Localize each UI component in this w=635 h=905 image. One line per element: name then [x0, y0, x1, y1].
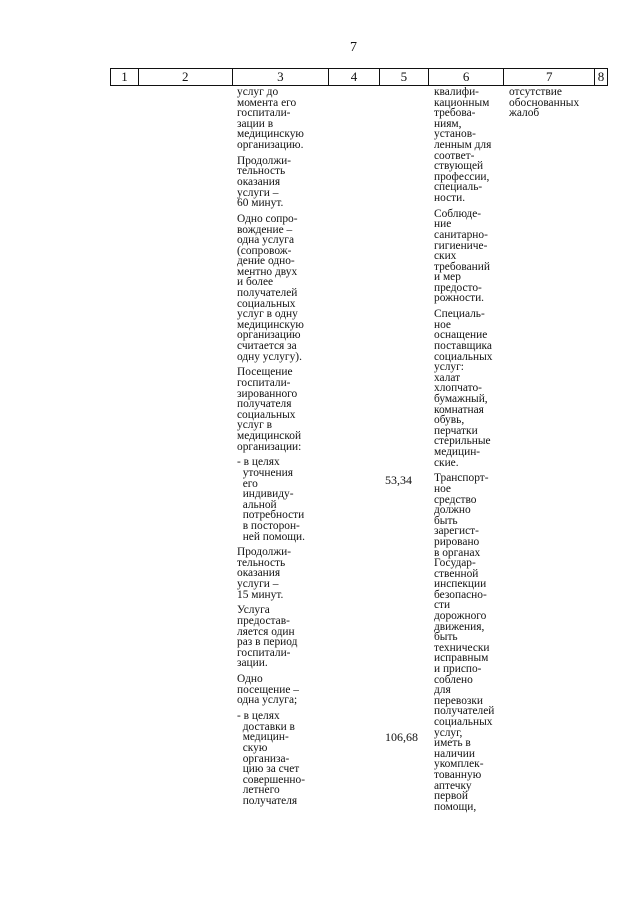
column-7-evaluation — [509, 87, 595, 124]
paragraph: - в целях доставки в медицин- скую организа- цию за счет совершенно- летнего получателя — [237, 710, 306, 807]
price-value: 53,34 — [385, 473, 412, 487]
paragraph: Продолжи- тельность оказания услуги – 60 минут. — [237, 154, 292, 210]
header-cell-1: 1 — [111, 69, 139, 85]
header-cell-2: 2 — [139, 69, 233, 85]
header-cell-5: 5 — [380, 69, 429, 85]
paragraph: Одно сопро- вождение – одна услуга (сопровож- дение одно- ментно двух и более получателей социальных услуг в одну медицинскую организацию считается за одну услугу). — [237, 212, 304, 363]
header-cell-6: 6 — [429, 69, 505, 85]
paragraph: Продолжи- тельность оказания услуги – 15 минут. — [237, 546, 292, 601]
column-6-requirements — [434, 87, 502, 818]
column-3-service-description — [237, 87, 332, 812]
header-cell-8: 8 — [597, 69, 605, 84]
paragraph: квалифи- кационным требова- ниям, установ- ленным для соответ- ствующей профессии, специаль- ности. — [434, 86, 492, 204]
header-cell-4: 4 — [329, 69, 380, 85]
header-cell-3: 3 — [233, 69, 330, 85]
paragraph: - в целях уточнения его индивиду- альной потребности в посторон- ней помощи. — [237, 456, 305, 543]
paragraph: Соблюде- ние санитарно- гигиениче- ских требований и мер предосто- рожности. — [434, 207, 490, 305]
paragraph: Посещение госпитали- зированного получателя социальных услуг в медицинской организации: — [237, 366, 302, 453]
paragraph: Специаль- ное оснащение поставщика социальных услуг: халат хлопчато- бумажный, комнатная обувь, перчатки стерильные медицин- ские. — [434, 308, 493, 469]
paragraph: Одно посещение – одна услуга; — [237, 673, 299, 707]
page-number: 7 — [350, 40, 357, 55]
paragraph: Услуга предостав- ляется один раз в период госпитали- зации. — [237, 604, 298, 670]
paragraph: Транспорт- ное средство должно быть зарегист- рировано в органах Государ- ственной инспекции безопасно- сти дорожного движения, быть технически исправным и приспо- соблено для перевозки получателей социальных услуг, иметь в наличии укомплек- тованную аптечку первой помощи, — [434, 472, 495, 813]
paragraph: отсутствие обоснованных жалоб — [509, 86, 580, 120]
table-header-row — [110, 68, 608, 86]
paragraph: услуг до момента его госпитали- зации в медицинскую организацию. — [237, 86, 304, 151]
header-cell-7: 7 — [504, 69, 595, 85]
price-value: 106,68 — [385, 730, 418, 744]
